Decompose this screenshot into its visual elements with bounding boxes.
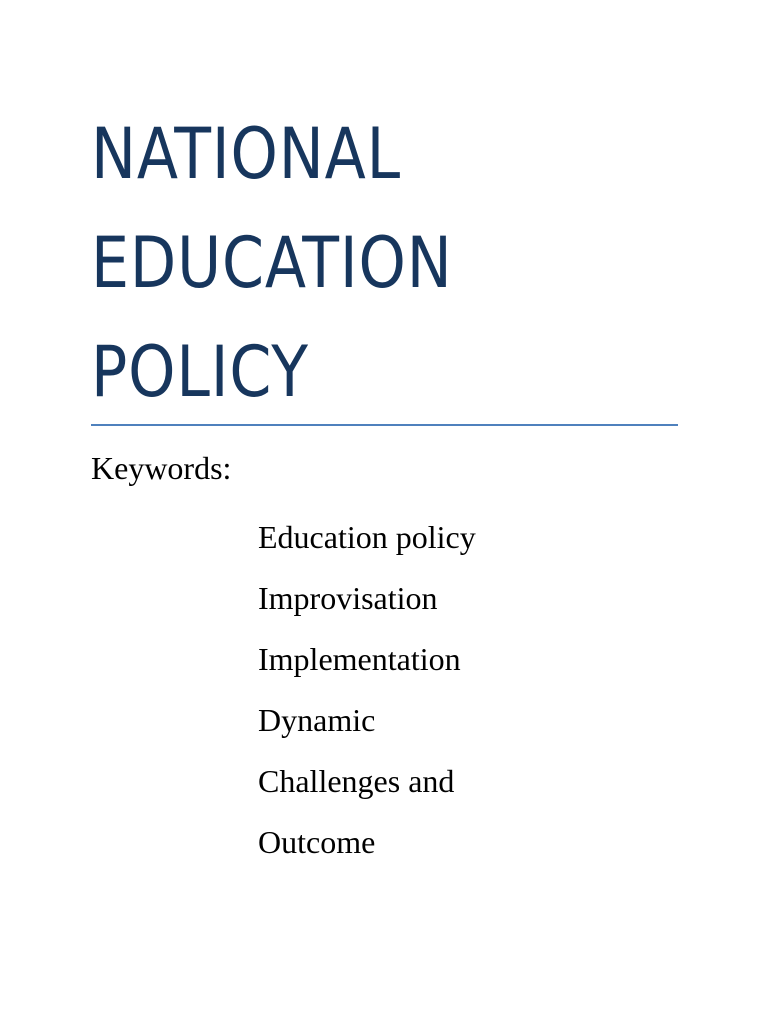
keywords-label: Keywords: — [91, 450, 232, 486]
keyword-item: Implementation — [258, 641, 461, 677]
title-line: EDUCATION — [91, 222, 453, 304]
document-title — [91, 100, 453, 427]
keyword-item: Outcome — [258, 824, 376, 860]
keyword-item: Challenges and — [258, 763, 455, 799]
keyword-item: Education policy — [258, 519, 476, 555]
keyword-item: Improvisation — [258, 580, 438, 616]
title-divider — [91, 424, 678, 426]
title-line: NATIONAL — [91, 113, 402, 195]
keyword-item: Dynamic — [258, 702, 376, 738]
keyword-list — [258, 507, 476, 873]
title-line: POLICY — [91, 331, 309, 413]
